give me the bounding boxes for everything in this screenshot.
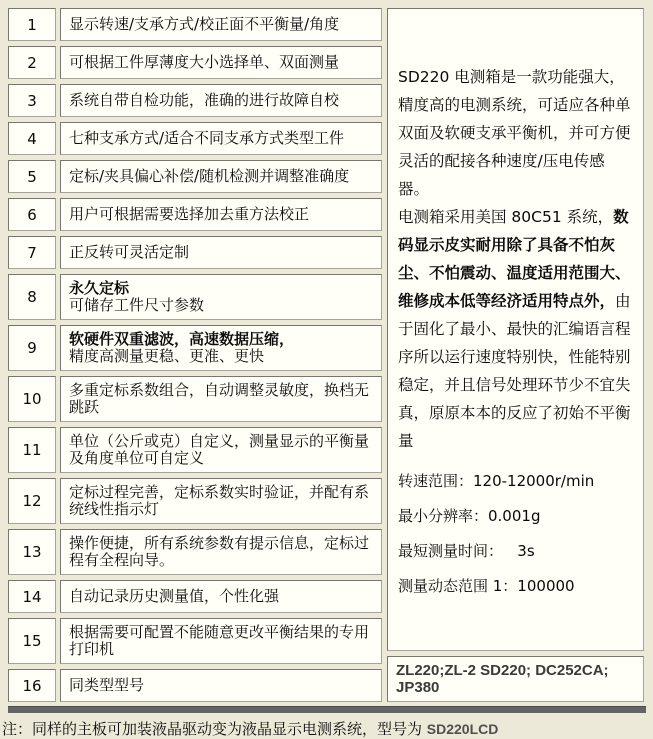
description-paragraph-2 bbox=[398, 203, 633, 455]
feature-text-cell: 定标/夹具偏心补偿/随机检测并调整准确度 bbox=[60, 160, 382, 193]
row-number-cell: 7 bbox=[8, 236, 56, 269]
feature-text-cell: 自动记录历史测量值，个性化强 bbox=[60, 580, 382, 613]
row-number-cell: 15 bbox=[8, 618, 56, 664]
spec-line: 测量动态范围 1：100000 bbox=[398, 576, 575, 595]
info-column bbox=[387, 8, 644, 702]
feature-text-cell: 显示转速/支承方式/校正面不平衡量/角度 bbox=[60, 8, 382, 41]
row-number-cell: 14 bbox=[8, 580, 56, 613]
feature-text-cell: 可根据工件厚薄度大小选择单、双面测量 bbox=[60, 46, 382, 79]
footnote-text: 注：同样的主板可加装液晶驱动变为液晶显示电测系统，型号为 bbox=[2, 720, 427, 738]
feature-text-cell: 七种支承方式/适合不同支承方式类型工件 bbox=[60, 122, 382, 155]
table-row bbox=[8, 580, 382, 613]
row-number-cell: 16 bbox=[8, 669, 56, 702]
footnote-model-number: SD220LCD bbox=[426, 721, 499, 737]
row-number-cell: 9 bbox=[8, 325, 56, 371]
row-number-cell: 13 bbox=[8, 529, 56, 575]
feature-text-cell: 多重定标系数组合，自动调整灵敏度，换档无跳跃 bbox=[60, 376, 382, 422]
table-row bbox=[8, 376, 382, 422]
feature-text-cell: 定标过程完善，定标系数实时验证，并配有系统线性指示灯 bbox=[60, 478, 382, 524]
spec-line: 转速范围：120-12000r/min bbox=[398, 471, 595, 490]
feature-text-cell: 软硬件双重滤波，高速数据压缩， 精度高测量更稳、更准、更快 bbox=[60, 325, 382, 371]
row-number-cell: 2 bbox=[8, 46, 56, 79]
feature-table bbox=[8, 8, 382, 702]
table-row bbox=[8, 8, 382, 41]
row-number-cell: 11 bbox=[8, 427, 56, 473]
product-description-cell bbox=[387, 8, 644, 651]
related-models-cell: ZL220;ZL-2 SD220; DC252CA; JP380 bbox=[387, 656, 644, 702]
feature-text-cell: 单位（公斤或克）自定义，测量显示的平衡量及角度单位可自定义 bbox=[60, 427, 382, 473]
description-paragraph-1: SD220 电测箱是一款功能强大，精度高的电测系统，可适应各种单双面及软硬支承平衡机，并可方便灵活的配接各种速度/压电传感器。 bbox=[398, 67, 631, 198]
spec-line: 最小分辨率：0.001g bbox=[398, 506, 541, 525]
table-row bbox=[8, 529, 382, 575]
table-row bbox=[8, 427, 382, 473]
p2-regular-end: 由于固化了最小、最快的汇编语言程序所以运行速度特别快，性能特别稳定，并且信号处理环节少不宜失真，原原本本的反应了初始不平衡量 bbox=[398, 291, 631, 450]
table-row bbox=[8, 669, 382, 702]
feature-text-cell: 系统自带自检功能，准确的进行故障自校 bbox=[60, 84, 382, 117]
table-row bbox=[8, 84, 382, 117]
table-row bbox=[8, 46, 382, 79]
feature-text-cell: 同类型型号 bbox=[60, 669, 382, 702]
row-number-cell: 5 bbox=[8, 160, 56, 193]
table-bottom-bar bbox=[8, 706, 646, 713]
table-row bbox=[8, 160, 382, 193]
p2-regular-start: 电测箱采用美国 80C51 系统， bbox=[398, 207, 614, 226]
row-number-cell: 4 bbox=[8, 122, 56, 155]
footnote bbox=[2, 718, 653, 739]
feature-text-cell: 永久定标 可储存工件尺寸参数 bbox=[60, 274, 382, 320]
row-number-cell: 3 bbox=[8, 84, 56, 117]
row-number-cell: 10 bbox=[8, 376, 56, 422]
table-row bbox=[8, 618, 382, 664]
feature-text-cell: 正反转可灵活定制 bbox=[60, 236, 382, 269]
feature-text-cell: 用户可根据需要选择加去重方法校正 bbox=[60, 198, 382, 231]
p2-bold-highlight: 数码显示皮实耐用除了具备不怕灰尘、不怕震动、温度适用范围大、维修成本低等经济适用特点外， bbox=[398, 207, 631, 310]
table-row bbox=[8, 236, 382, 269]
row-number-cell: 8 bbox=[8, 274, 56, 320]
spec-line: 最短测量时间： 3s bbox=[398, 541, 535, 560]
row-number-cell: 1 bbox=[8, 8, 56, 41]
row-number-cell: 6 bbox=[8, 198, 56, 231]
spec-list bbox=[398, 457, 633, 597]
row-number-cell: 12 bbox=[8, 478, 56, 524]
table-row bbox=[8, 325, 382, 371]
table-row bbox=[8, 274, 382, 320]
table-row bbox=[8, 478, 382, 524]
feature-text-cell: 操作便捷，所有系统参数有提示信息，定标过程有全程向导。 bbox=[60, 529, 382, 575]
table-row bbox=[8, 122, 382, 155]
table-row bbox=[8, 198, 382, 231]
feature-text-cell: 根据需要可配置不能随意更改平衡结果的专用打印机 bbox=[60, 618, 382, 664]
